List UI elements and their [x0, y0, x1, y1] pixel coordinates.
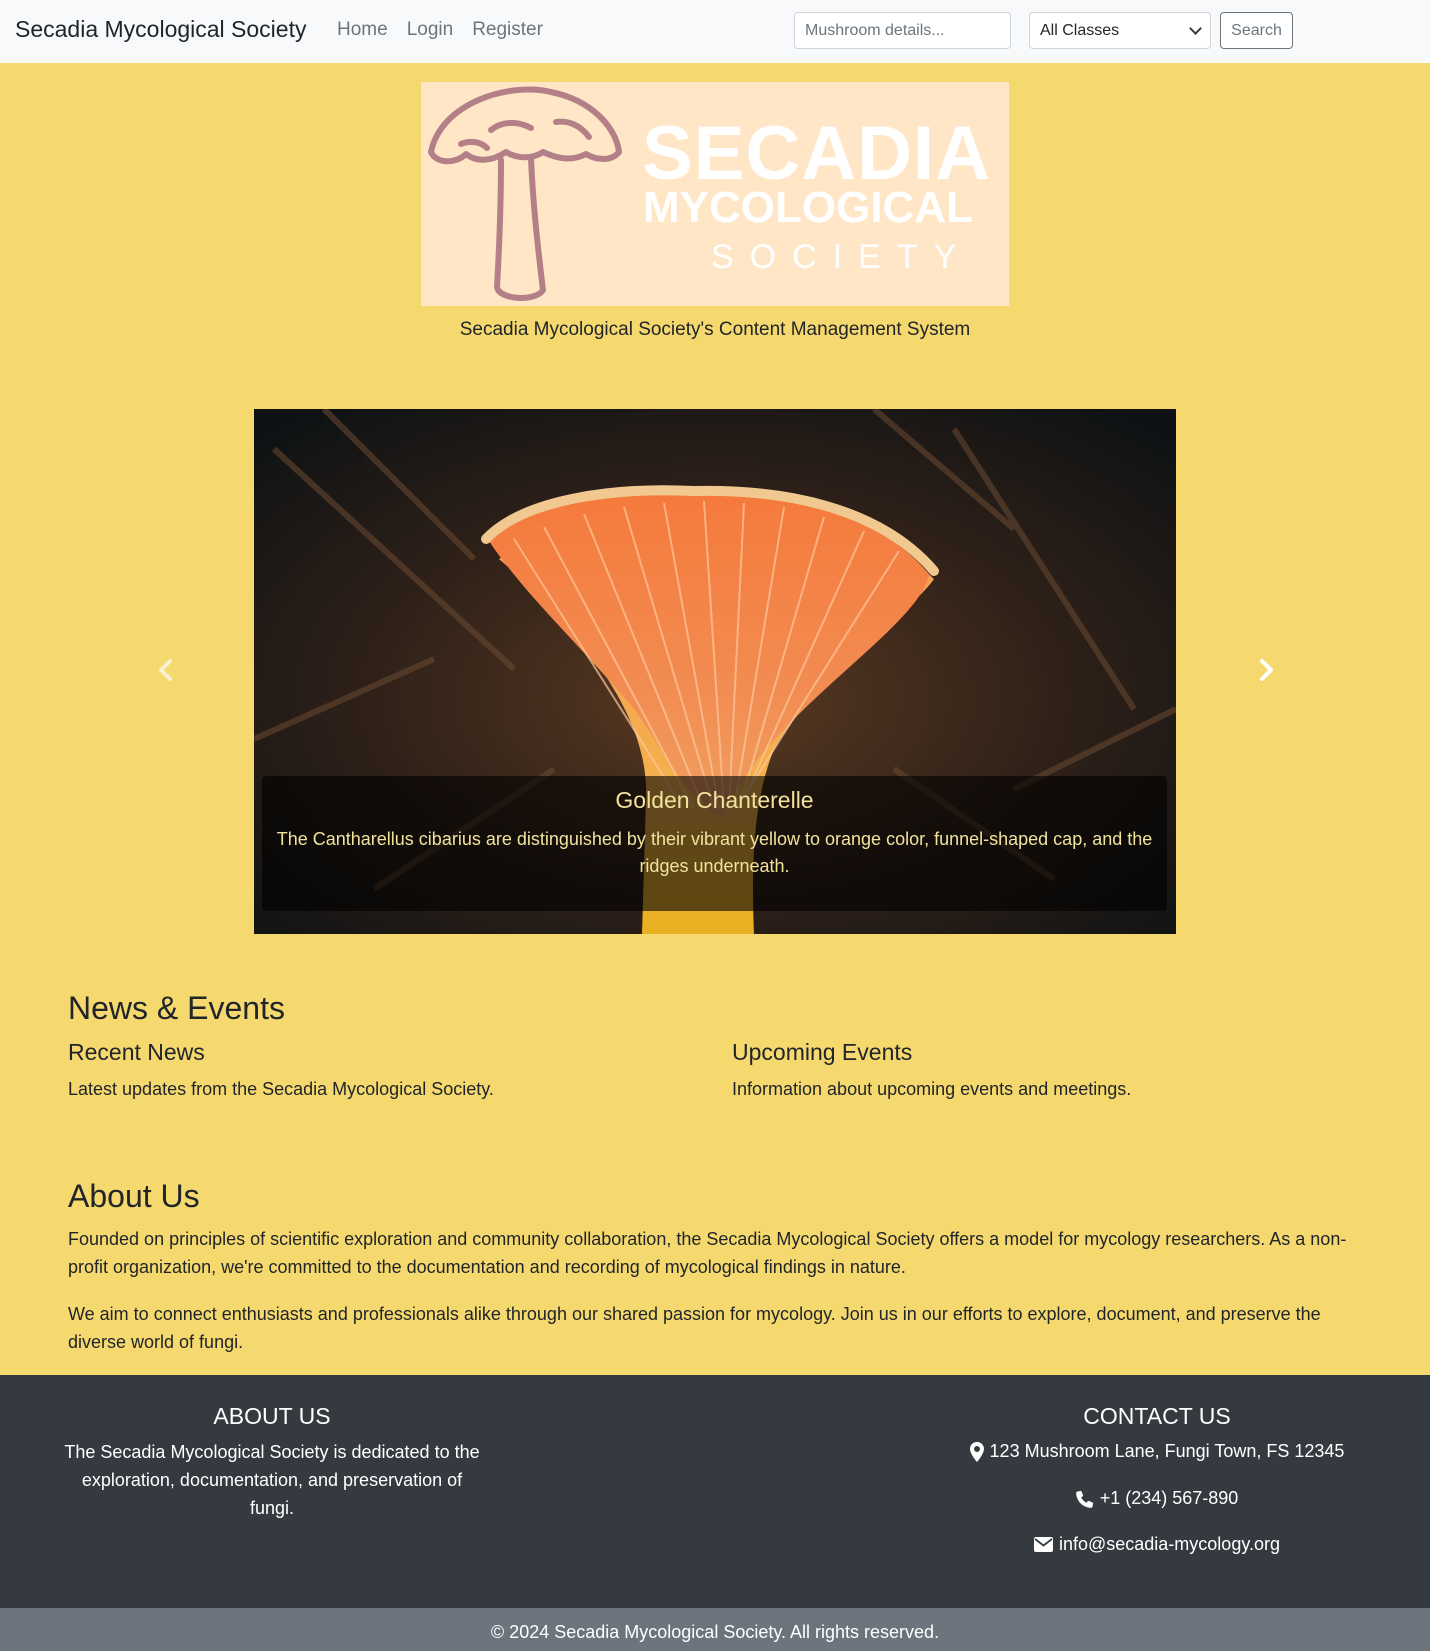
footer-address [907, 1441, 1407, 1462]
copyright-bar [0, 1608, 1430, 1651]
chevron-right-icon [1251, 655, 1281, 685]
footer-email-text: info@secadia-mycology.org [1058, 1534, 1281, 1554]
about-heading: About Us [68, 1178, 200, 1214]
nav-login-link[interactable]: Login [406, 19, 454, 40]
class-select-value: All Classes [1040, 21, 1120, 39]
logo-word-society: SOCIETY [711, 238, 973, 276]
recent-news-text: Latest updates from the Secadia Mycological Society. [68, 1079, 494, 1099]
footer-contact-heading: CONTACT US [1083, 1403, 1231, 1429]
recent-news-title: Recent News [68, 1039, 205, 1065]
class-select[interactable] [1029, 12, 1211, 49]
society-logo [421, 82, 1009, 306]
footer-phone[interactable] [907, 1488, 1407, 1509]
carousel-next-button[interactable] [1251, 655, 1281, 685]
logo-word-mycological: MYCOLOGICAL [643, 183, 973, 232]
carousel-prev-button[interactable] [151, 655, 181, 685]
footer-about-heading: ABOUT US [213, 1403, 331, 1429]
about-paragraph-2: We aim to connect enthusiasts and professionals alike through our shared passion for mycology. Join us in our efforts to explore, document, and preserve the diverse world of fungi. [68, 1304, 1321, 1352]
carousel[interactable] [254, 409, 1176, 934]
footer-about-text: The Secadia Mycological Society is dedicated to the exploration, documentation, and preservation of fungi. [64, 1442, 480, 1518]
copyright-text: © 2024 Secadia Mycological Society. All rights reserved. [490, 1622, 940, 1642]
phone-icon [1076, 1490, 1094, 1508]
chevron-down-icon [1189, 22, 1202, 35]
nav-links [337, 19, 562, 41]
upcoming-events-text: Information about upcoming events and meetings. [732, 1079, 1132, 1099]
news-heading: News & Events [68, 990, 285, 1026]
search-button[interactable]: Search [1220, 12, 1293, 49]
logo-word-secadia: SECADIA [642, 111, 992, 196]
nav-home-link[interactable]: Home [337, 19, 388, 40]
upcoming-events-title: Upcoming Events [732, 1039, 913, 1065]
brand-link[interactable]: Secadia Mycological Society [15, 16, 307, 42]
search-input[interactable] [794, 12, 1011, 49]
envelope-icon [1034, 1537, 1053, 1552]
caption-title: Golden Chanterelle [615, 787, 814, 813]
caption-text: The Cantharellus cibarius are distinguished by their vibrant yellow to orange color, funnel-shaped cap, and the ridges underneath. [276, 829, 1153, 876]
footer-email[interactable] [907, 1534, 1407, 1555]
about-paragraph-1: Founded on principles of scientific exploration and community collaboration, the Secadia Mycological Society offers a model for mycology researchers. As a non-profit organization, we're committed to the documentation and recording of mycological findings in nature. [68, 1229, 1347, 1277]
site-subtitle: Secadia Mycological Society's Content Management System [459, 319, 971, 340]
carousel-caption [262, 776, 1167, 911]
map-marker-icon [970, 1442, 984, 1462]
footer-phone-text: +1 (234) 567-890 [1099, 1488, 1239, 1508]
footer [0, 1375, 1430, 1608]
chevron-left-icon [151, 655, 181, 685]
navbar [0, 0, 1430, 63]
nav-register-link[interactable]: Register [472, 19, 543, 40]
footer-address-text: 123 Mushroom Lane, Fungi Town, FS 12345 [989, 1441, 1345, 1461]
